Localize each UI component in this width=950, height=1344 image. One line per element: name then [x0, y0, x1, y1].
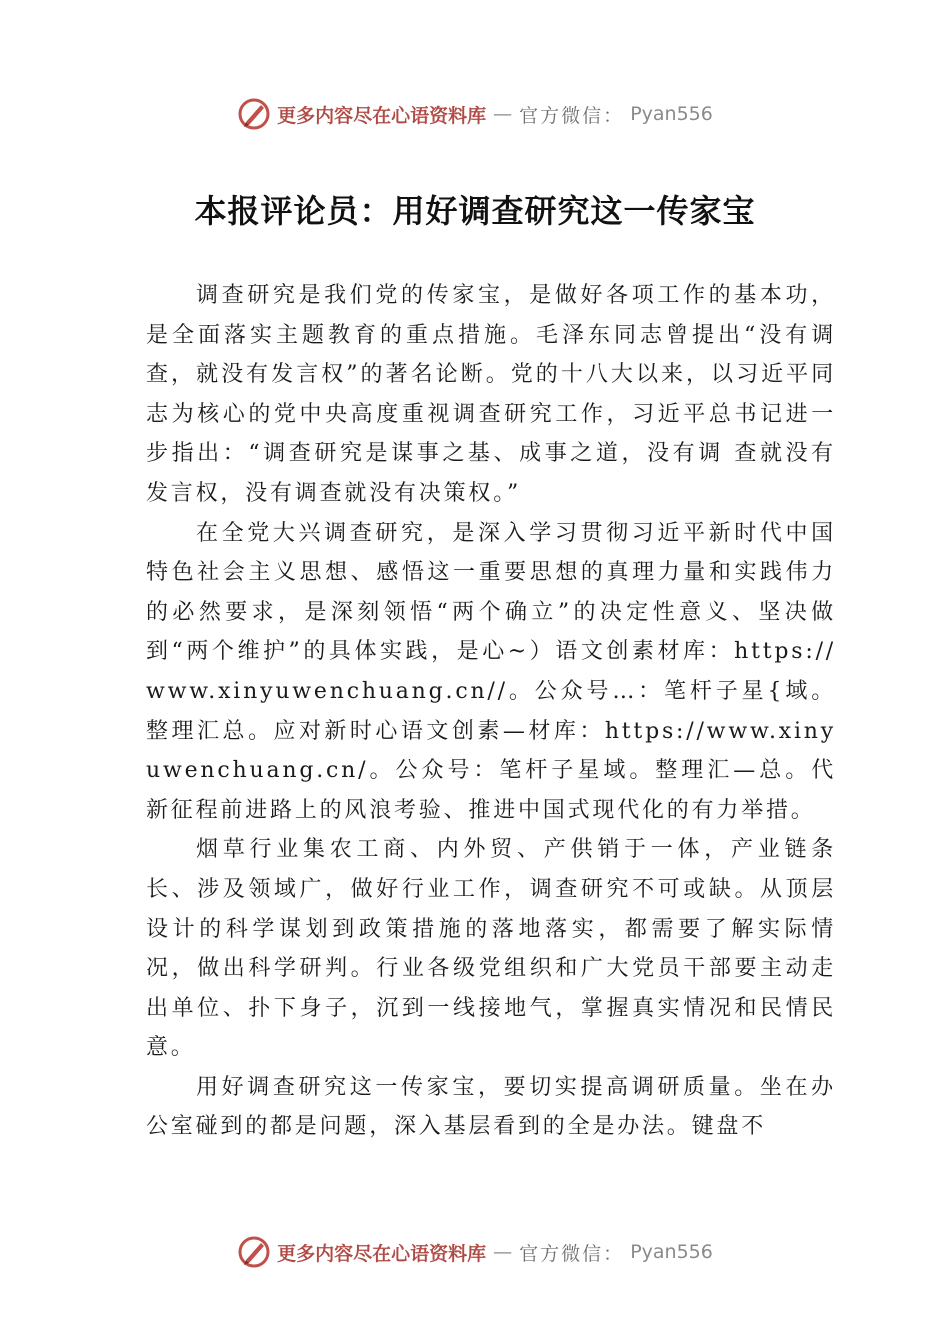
banner-handle: Pyan556 — [630, 1241, 713, 1263]
paragraph-2: 在全党大兴调查研究，是深入学习贯彻习近平新时代中国特色社会主义思想、感悟这一重要思想的真理力量和实践伟力的必然要求，是深刻领悟“两个确立”的决定性意义、坚决做到“两个维护”的具体实践，是心~）语文创素材库：https://www.xinyuwenchuang.cn//。公众号…：笔杆子星{域。整理汇总。应对新时心语文创素—材库：https://www.xinyuwenchuang.cn/。公众号：笔杆子星域。整理汇—总。代新征程前进路上的风浪考验、推进中国式现代化的有力举措。 — [146, 520, 836, 823]
banner-brand-text: 更多内容尽在心语资料库 — [277, 1242, 487, 1265]
article-body — [146, 276, 836, 1147]
banner-brand-text: 更多内容尽在心语资料库 — [277, 104, 487, 127]
article-title: 本报评论员：用好调查研究这一传家宝 — [194, 192, 756, 230]
banner-dash: — — [493, 103, 513, 125]
paragraph-3: 烟草行业集农工商、内外贸、产供销于一体，产业链条长、涉及领域广，做好行业工作，调查研究不可或缺。从顶层设计的科学谋划到政策措施的落地落实，都需要了解实际情况，做出科学研判。行业各级党组织和广大党员干部要主动走出单位、扑下身子，沉到一线接地气，掌握真实情况和民情民意。 — [146, 837, 836, 1061]
pen-logo-icon — [237, 1235, 271, 1269]
banner-handle: Pyan556 — [630, 103, 713, 125]
banner-dash: — — [493, 1241, 513, 1263]
paragraph-4: 用好调查研究这一传家宝，要切实提高调研质量。坐在办公室碰到的都是问题，深入基层看到的全是办法。键盘不 — [146, 1074, 836, 1140]
banner-official-label: 官方微信： — [519, 104, 625, 127]
pen-logo-icon — [237, 97, 271, 131]
paragraph-1: 调查研究是我们党的传家宝，是做好各项工作的基本功，是全面落实主题教育的重点措施。毛泽东同志曾提出“没有调查，就没有发言权”的著名论断。党的十八大以来，以习近平同志为核心的党中央高度重视调查研究工作，习近平总书记进一步指出：“调查研究是谋事之基、成事之道，没有调 查就没有发言权，没有调查就没有决策权。” — [146, 283, 836, 506]
header-watermark-banner — [0, 94, 950, 134]
banner-official-label: 官方微信： — [519, 1242, 625, 1265]
footer-watermark-banner — [0, 1232, 950, 1272]
